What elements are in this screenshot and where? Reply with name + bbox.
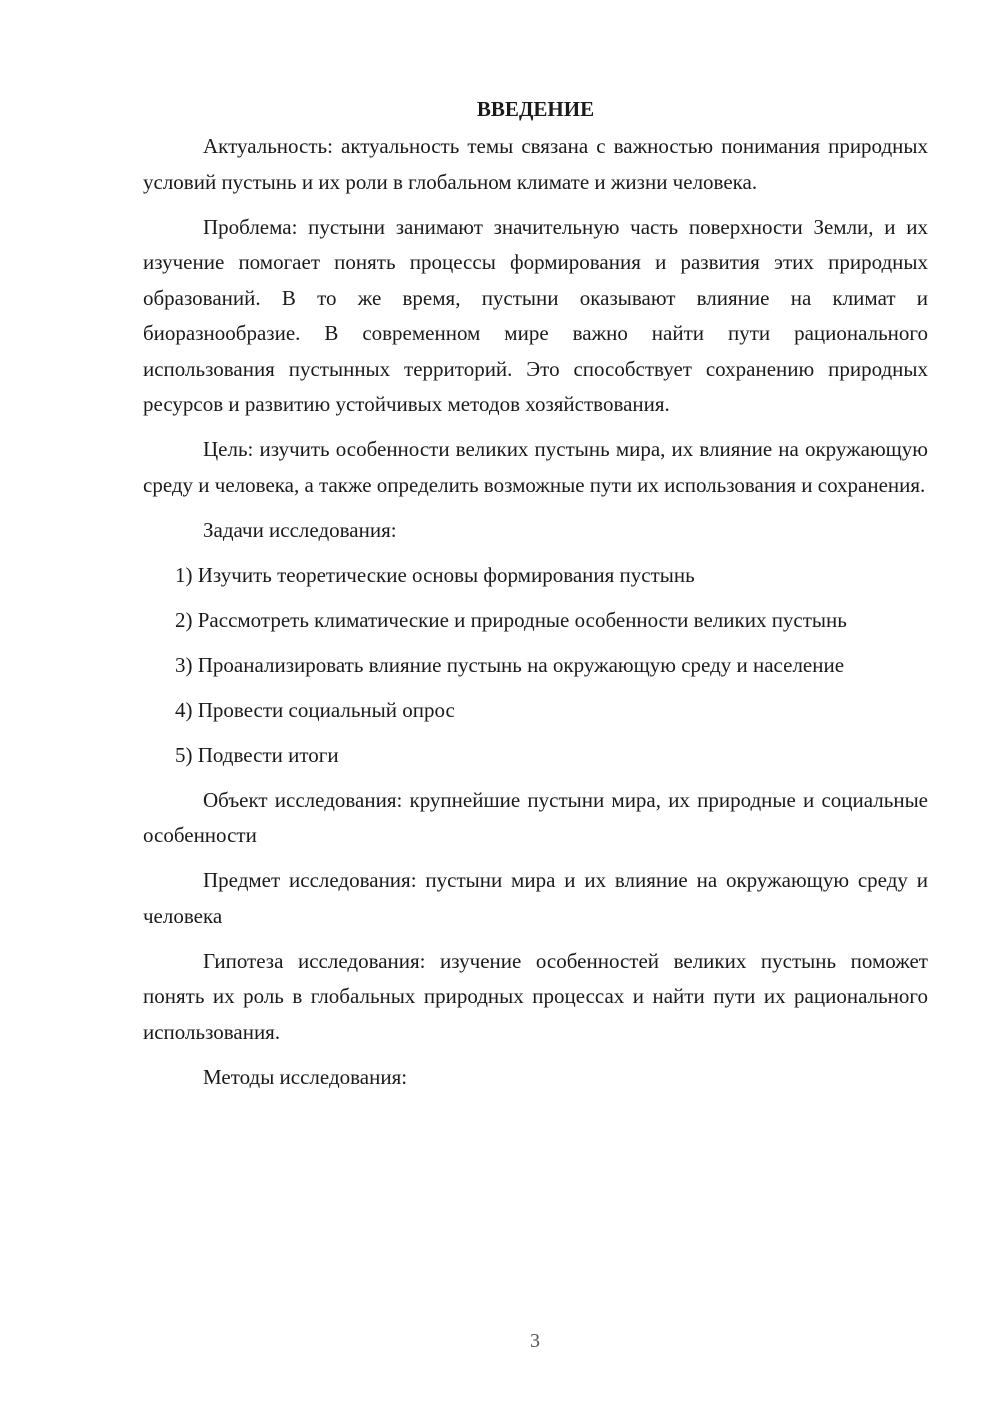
- methods-paragraph: Методы исследования:: [203, 1064, 408, 1089]
- object-paragraph: Объект исследования: крупнейшие пустыни мира, их природные и социальные особенности: [143, 787, 928, 847]
- document-page: [143, 92, 928, 1105]
- goal-paragraph: Цель: изучить особенности великих пустынь мира, их влияние на окружающую среду и человека, а также определить возможные пути их использования и сохранения.: [143, 437, 928, 497]
- task-item: 2) Рассмотреть климатические и природные особенности великих пустынь: [175, 607, 847, 632]
- task-item: 5) Подвести итоги: [175, 742, 339, 767]
- problem-paragraph: Проблема: пустыни занимают значительную часть поверхности Земли, и их изучение помогает понять процессы формирования и развития этих природных образований. В то же время, пустыни оказывают влияние на климат и биоразнообразие. В современном мире важно найти пути рационального использования пустынных территорий. Это способствует сохранению природных ресурсов и развитию устойчивых методов хозяйствования.: [143, 214, 928, 416]
- relevance-paragraph: Актуальность: актуальность темы связана с важностью понимания природных условий пустынь и их роли в глобальном климате и жизни человека.: [143, 134, 928, 194]
- task-item: 4) Провести социальный опрос: [175, 697, 455, 722]
- section-heading: ВВЕДЕНИЕ: [476, 97, 595, 121]
- task-item: 1) Изучить теоретические основы формирования пустынь: [175, 562, 695, 587]
- subject-paragraph: Предмет исследования: пустыни мира и их влияние на окружающую среду и человека: [143, 868, 928, 928]
- hypothesis-paragraph: Гипотеза исследования: изучение особенностей великих пустынь поможет понять их роль в глобальных природных процессах и найти пути их рационального использования.: [143, 948, 928, 1044]
- task-item: 3) Проанализировать влияние пустынь на окружающую среду и население: [175, 652, 845, 677]
- tasks-heading: Задачи исследования:: [203, 517, 397, 542]
- page-number: 3: [530, 1330, 540, 1352]
